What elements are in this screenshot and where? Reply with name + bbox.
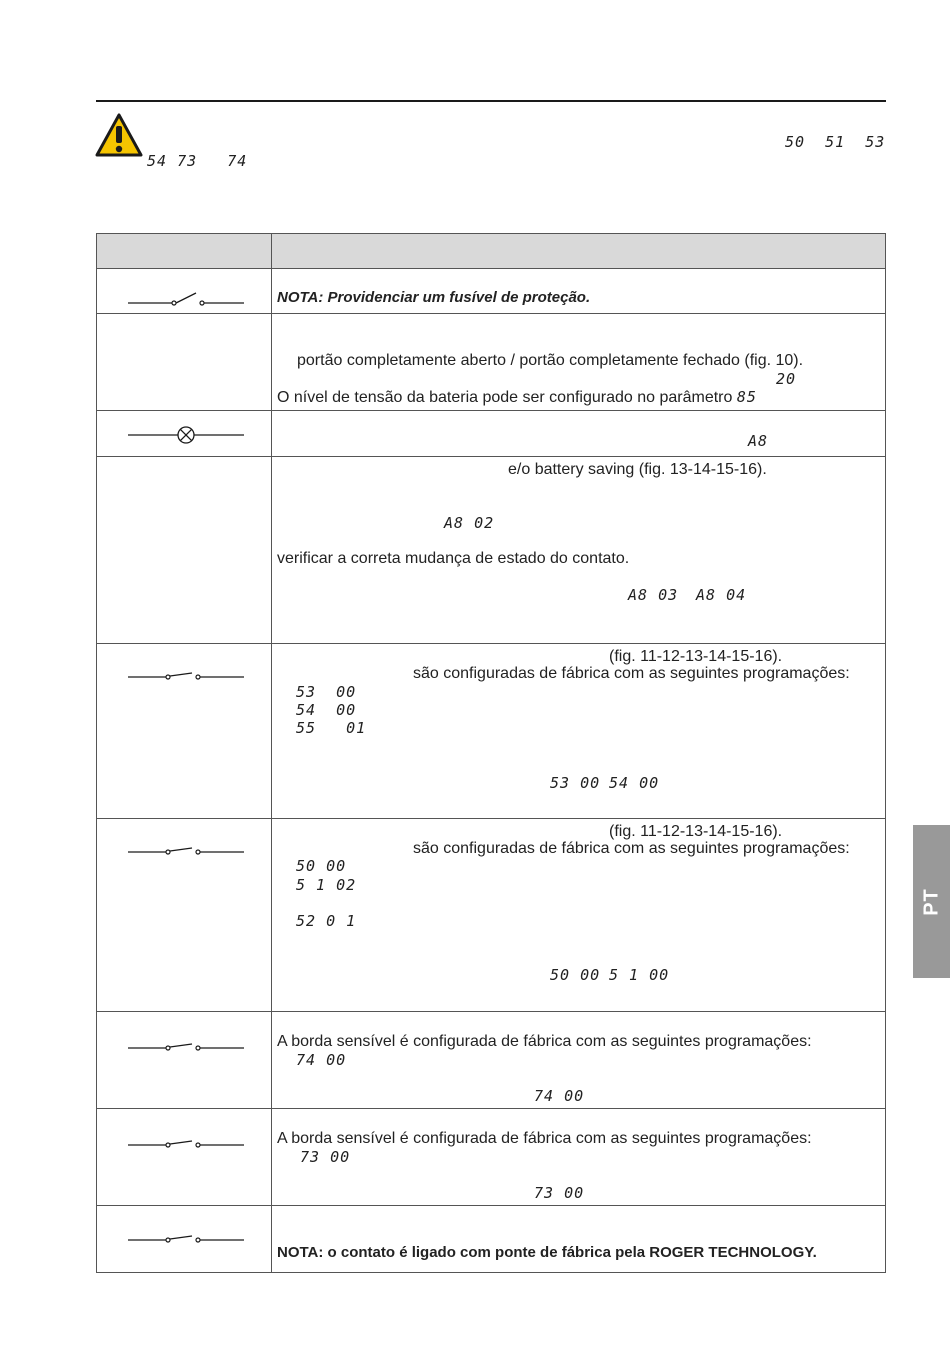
table-row <box>97 411 886 457</box>
contact-check-text: verificar a correta mudança de estado do contato. <box>277 550 630 567</box>
switch-contact-icon <box>128 1234 245 1246</box>
warning-triangle-icon <box>95 113 143 157</box>
param-code: 73 00 <box>534 1184 585 1202</box>
symbol-cell <box>97 1012 272 1109</box>
table-row <box>97 819 886 1012</box>
top-rule <box>96 100 886 102</box>
language-tab-label: PT <box>920 887 942 916</box>
symbol-cell <box>97 1109 272 1206</box>
symbol-cell <box>97 269 272 314</box>
table-header-row <box>97 234 886 269</box>
param-code: 50 00 <box>550 966 601 984</box>
description-cell <box>272 1012 886 1109</box>
symbol-cell <box>97 819 272 1012</box>
figure-ref: (fig. 11-12-13-14-15-16). <box>609 648 783 665</box>
battery-level-text: O nível de tensão da bateria pode ser configurado no parâmetro 85 <box>277 388 757 406</box>
symbol-cell <box>97 314 272 411</box>
param-code: 85 <box>736 388 757 406</box>
switch-contact-icon <box>128 1042 245 1054</box>
table-row <box>97 644 886 819</box>
table-row <box>97 314 886 411</box>
param-code: 74 00 <box>534 1087 585 1105</box>
switch-contact-icon <box>128 846 245 858</box>
switch-contact-icon <box>128 292 245 306</box>
param-code: 74 00 <box>296 1051 347 1069</box>
battery-saving-text: e/o battery saving (fig. 13-14-15-16). <box>508 461 767 478</box>
lamp-icon <box>128 425 245 445</box>
header-cell-symbol <box>97 234 272 269</box>
param-code: A8 03 <box>628 586 679 604</box>
warning-codes-left: 54 73 74 <box>147 152 248 170</box>
symbol-cell <box>97 457 272 644</box>
table-row <box>97 1012 886 1109</box>
param-code: 53 00 <box>550 774 601 792</box>
param-code: 50 00 <box>296 857 347 875</box>
table-row <box>97 1206 886 1273</box>
param-code: 73 00 <box>300 1148 351 1166</box>
factory-settings-text: são configuradas de fábrica com as seguintes programações: <box>413 665 850 682</box>
switch-contact-icon <box>128 671 245 683</box>
switch-contact-icon <box>128 1139 245 1151</box>
param-code: A8 <box>748 432 769 450</box>
table-row <box>97 1109 886 1206</box>
gate-status-text: portão completamente aberto / portão completamente fechado (fig. 10). <box>297 352 804 369</box>
sensitive-edge-text: A borda sensível é configurada de fábrica com as seguintes programações: <box>277 1130 812 1147</box>
connections-table <box>96 233 886 1273</box>
param-code: 54 00 <box>609 774 660 792</box>
param-code: 55 01 <box>296 719 367 737</box>
factory-jumper-note: NOTA: o contato é ligado com ponte de fábrica pela ROGER TECHNOLOGY. <box>277 1244 817 1261</box>
param-code: 52 0 1 <box>296 912 357 930</box>
fuse-note: NOTA: Providenciar um fusível de proteção. <box>277 289 591 306</box>
symbol-cell <box>97 1206 272 1273</box>
param-code: A8 04 <box>696 586 747 604</box>
figure-ref: (fig. 11-12-13-14-15-16). <box>609 823 783 840</box>
factory-settings-text: são configuradas de fábrica com as seguintes programações: <box>413 840 850 857</box>
param-code: 5 1 02 <box>296 876 357 894</box>
param-code: 20 <box>776 370 797 388</box>
description-cell <box>272 411 886 457</box>
description-cell <box>272 1206 886 1273</box>
header-cell-description <box>272 234 886 269</box>
description-cell <box>272 457 886 644</box>
description-cell <box>272 1109 886 1206</box>
language-tab-pt <box>913 825 950 978</box>
param-code: A8 02 <box>444 514 495 532</box>
param-code: 53 00 <box>296 683 357 701</box>
param-code: 54 00 <box>296 701 357 719</box>
description-cell <box>272 644 886 819</box>
description-cell <box>272 819 886 1012</box>
sensitive-edge-text: A borda sensível é configurada de fábrica com as seguintes programações: <box>277 1033 812 1050</box>
symbol-cell <box>97 411 272 457</box>
table-row <box>97 457 886 644</box>
symbol-cell <box>97 644 272 819</box>
param-code: 5 1 00 <box>609 966 670 984</box>
description-cell <box>272 314 886 411</box>
table-row <box>97 269 886 314</box>
warning-codes-right: 50 51 53 <box>785 133 886 151</box>
description-cell <box>272 269 886 314</box>
